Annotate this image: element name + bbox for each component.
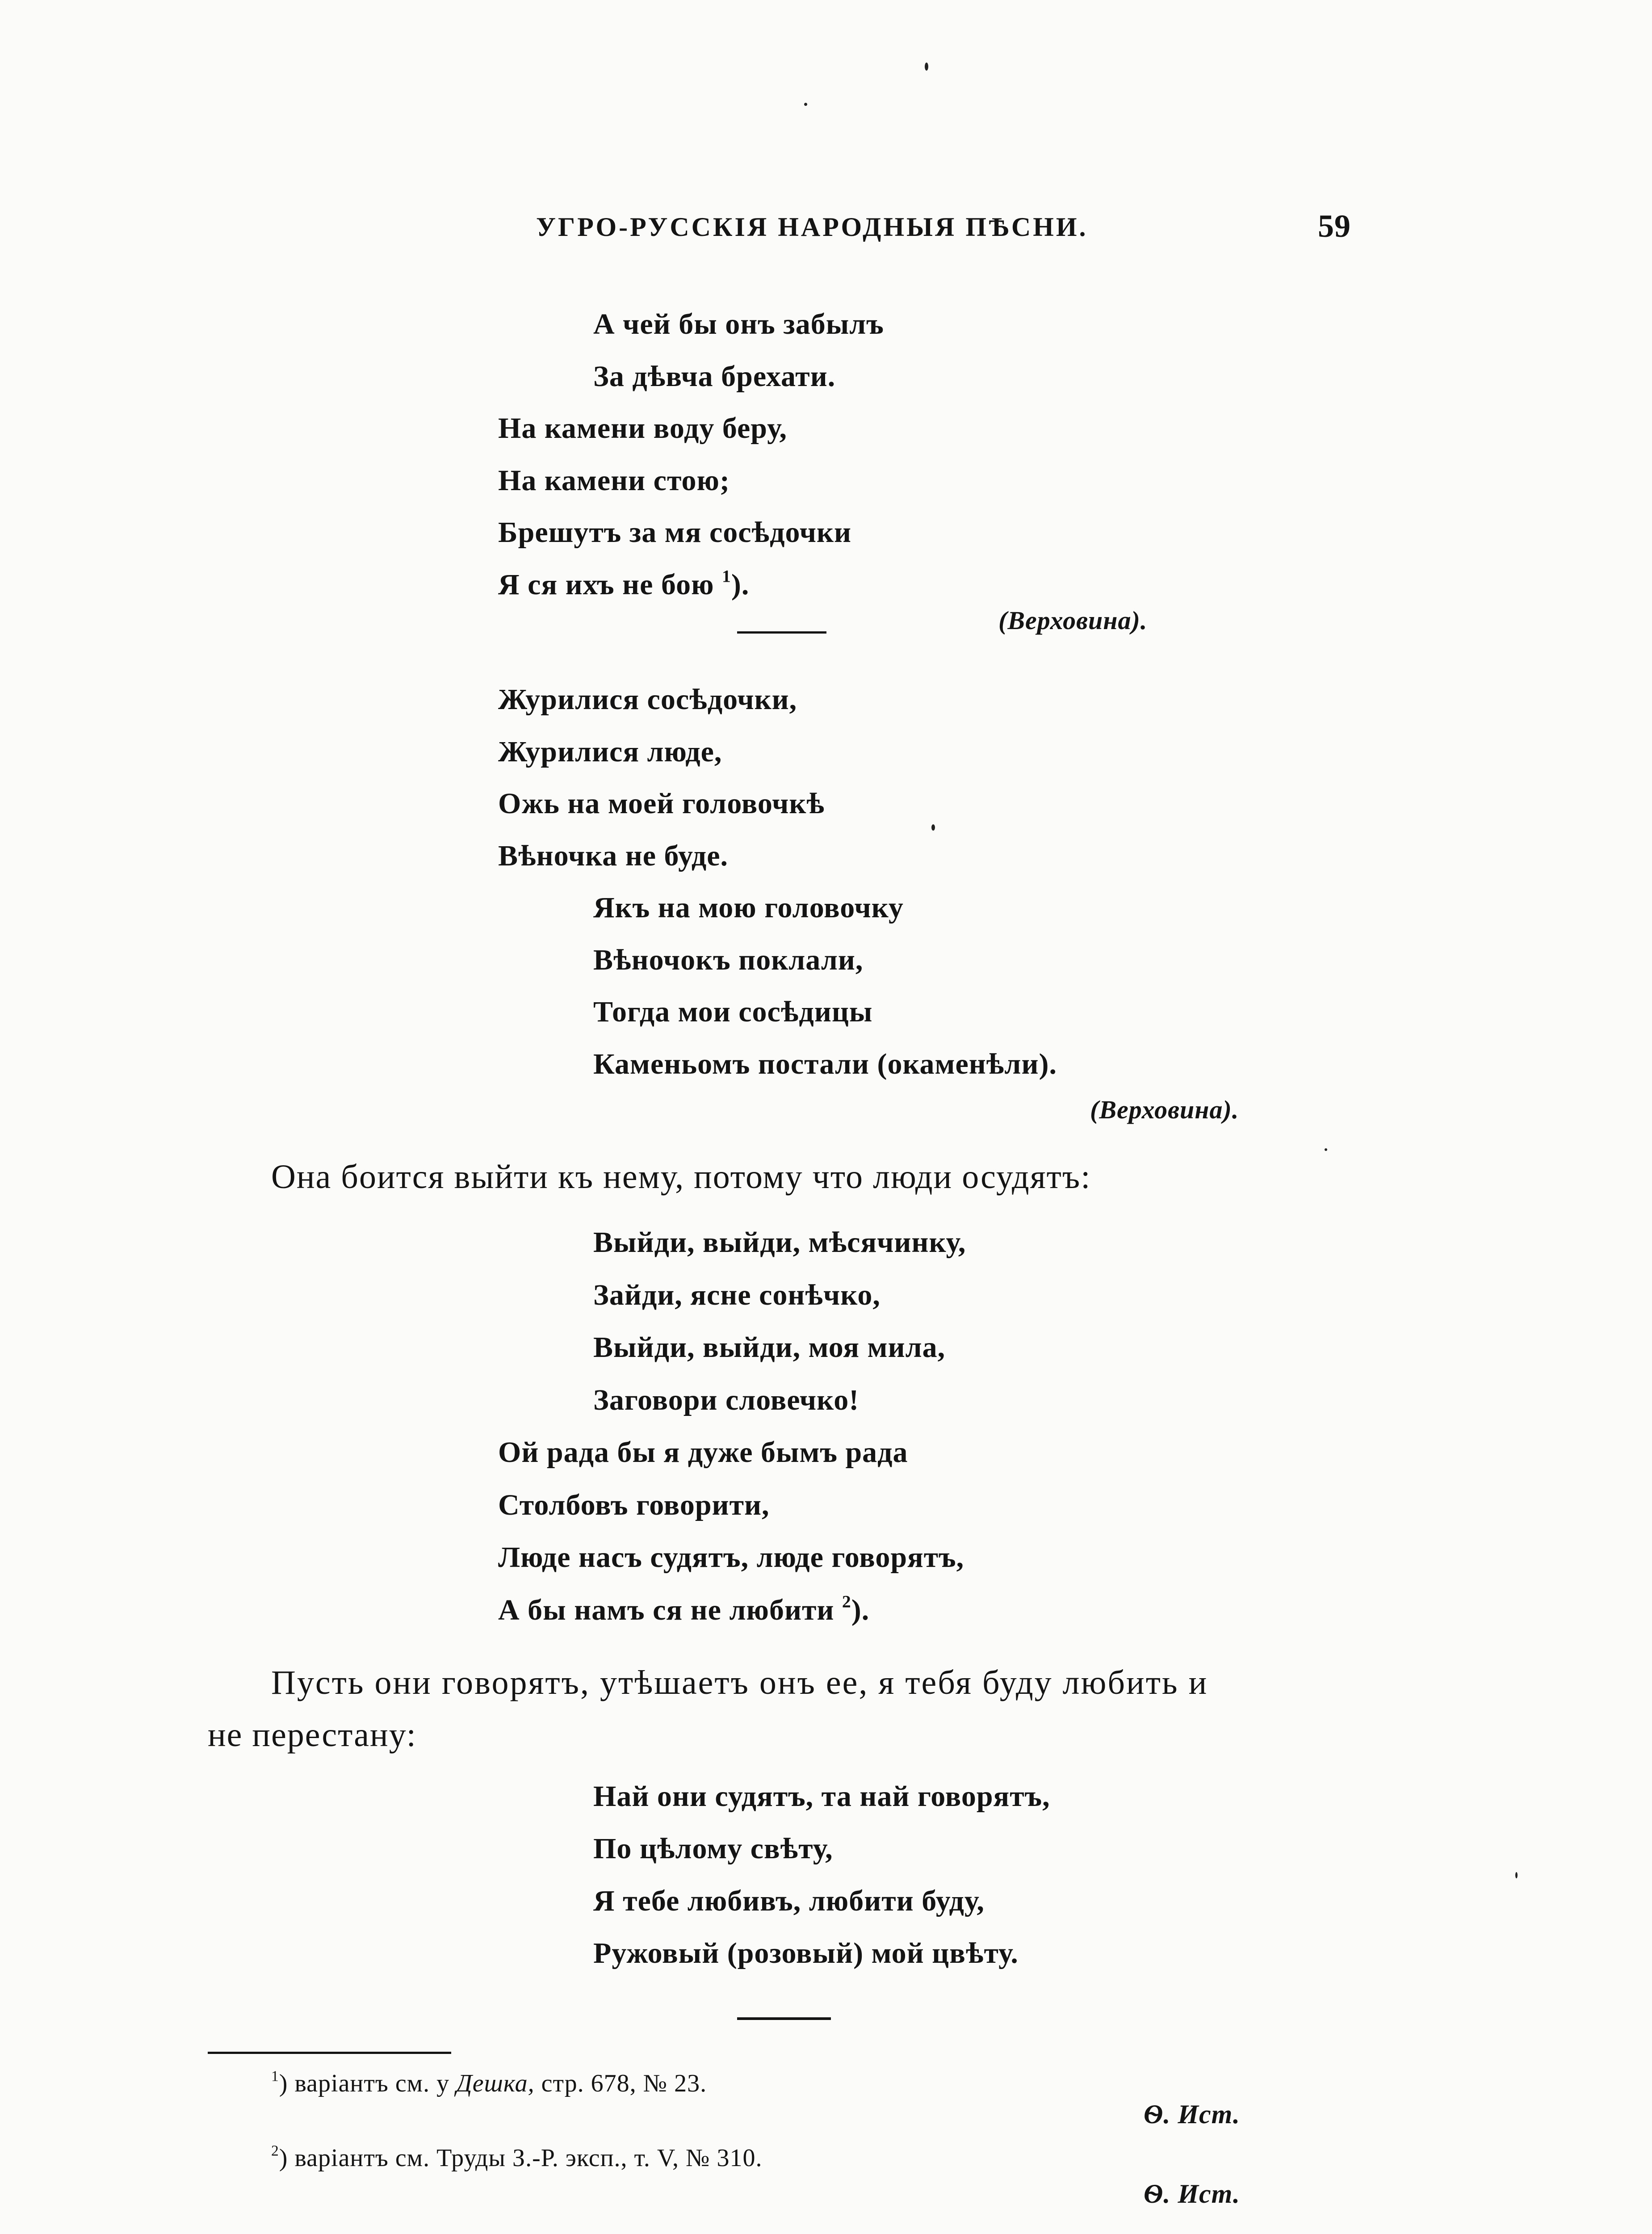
verse-line: Я тебе любивъ, любити буду, — [593, 1885, 985, 1917]
verse-line: Выйди, выйди, мѣсячинку, — [593, 1226, 966, 1259]
verse-line: Най они судятъ, та най говорятъ, — [593, 1780, 1050, 1813]
end-rule — [737, 2017, 831, 2020]
verse-line: Столбовъ говорити, — [498, 1489, 770, 1521]
footnote-author: Дешка, — [456, 2070, 535, 2097]
verse-text: Я ся ихъ не бою — [498, 568, 722, 601]
verse-line: Вѣночокъ поклали, — [593, 944, 864, 976]
footnote-ref: 2 — [842, 1592, 851, 1612]
verse-line: Каменьомъ постали (окаменѣли). — [593, 1048, 1057, 1080]
verse-line: Журилися люде, — [498, 735, 722, 768]
footnote-text: ) варіантъ см. Труды З.-Р. эксп., т. V, № 310. — [279, 2144, 763, 2172]
verse-line: А чей бы онъ забылъ — [593, 308, 884, 340]
source-attribution: (Верховина). — [1090, 1095, 1239, 1124]
footnote-mark: 2 — [271, 2142, 279, 2159]
verse-line — [498, 1592, 870, 1626]
footnote-signature: Ѳ. Ист. — [1144, 2179, 1241, 2209]
footnote-ref: 1 — [722, 566, 731, 586]
footnote-rule — [208, 2052, 451, 2054]
prose-paragraph-line: не перестану: — [208, 1716, 417, 1754]
verse-line: На камени стою; — [498, 464, 730, 497]
verse-line: Зайди, ясне сонѣчко, — [593, 1279, 881, 1311]
verse-line: Люде насъ судятъ, люде говорятъ, — [498, 1541, 964, 1574]
footnote-text: ) варіантъ см. у — [279, 2070, 457, 2097]
verse-line: На камени воду беру, — [498, 412, 787, 445]
verse-line: Якъ на мою головочку — [593, 891, 904, 924]
verse-line: Ой рада бы я дуже бымъ рада — [498, 1436, 908, 1469]
verse-line: Тогда мои сосѣдицы — [593, 995, 873, 1028]
separator-rule — [737, 631, 826, 634]
verse-line: Брешутъ за мя сосѣдочки — [498, 516, 852, 549]
verse-end: ). — [851, 1594, 870, 1626]
prose-paragraph-line: Пусть они говорятъ, утѣшаетъ онъ ее, я тебя буду любить и — [271, 1664, 1208, 1701]
verse-line: За дѣвча брехати. — [593, 360, 836, 393]
source-attribution: (Верховина). — [998, 606, 1148, 635]
footnote-text: стр. 678, № 23. — [534, 2070, 707, 2097]
verse-line — [498, 566, 750, 601]
verse-text: А бы намъ ся не любити — [498, 1594, 842, 1626]
page-number: 59 — [1318, 208, 1351, 244]
verse-line: Вѣночка не буде. — [498, 840, 729, 872]
scan-speck — [925, 63, 928, 71]
verse-line: Заговори словечко! — [593, 1384, 860, 1416]
verse-end: ). — [731, 568, 750, 601]
footnote-1 — [271, 2068, 707, 2097]
verse-line: По цѣлому свѣту, — [593, 1832, 833, 1865]
verse-line: Ожь на моей головочкѣ — [498, 787, 825, 820]
scan-speck — [1325, 1148, 1327, 1151]
verse-line: Ружовый (розовый) мой цвѣту. — [593, 1937, 1019, 1969]
scan-speck — [1515, 1872, 1518, 1878]
verse-line: Журилися сосѣдочки, — [498, 683, 797, 716]
footnote-mark: 1 — [271, 2068, 279, 2085]
footnote-signature: Ѳ. Ист. — [1144, 2100, 1241, 2129]
verse-line: Выйди, выйди, моя мила, — [593, 1331, 946, 1364]
running-header: УГРО-РУССКІЯ НАРОДНЫЯ ПѢСНИ. — [536, 212, 1088, 242]
scan-speck — [931, 824, 935, 831]
footnote-2 — [271, 2142, 763, 2172]
scan-speck — [804, 103, 807, 106]
prose-paragraph: Она боится выйти къ нему, потому что люди осудятъ: — [271, 1158, 1091, 1196]
